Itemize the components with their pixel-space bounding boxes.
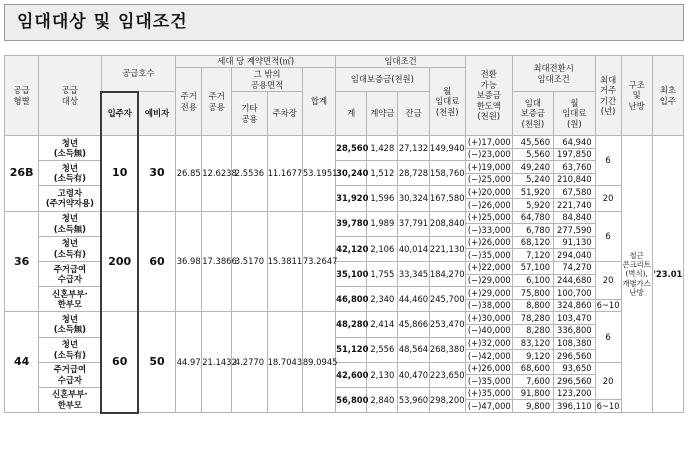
header-area-parking: 주차장 bbox=[267, 92, 302, 136]
area-cell: 73.2647 bbox=[302, 211, 335, 312]
max-deposit-cell: 45,560 bbox=[512, 136, 554, 149]
max-deposit-cell: 51,920 bbox=[512, 186, 554, 199]
header-monthly-rent: 월 임대료 (천원) bbox=[429, 68, 465, 136]
deposit-balance-cell: 53,960 bbox=[398, 387, 429, 412]
max-deposit-cell: 8,800 bbox=[512, 299, 554, 312]
table-header bbox=[5, 56, 684, 136]
units-reserve-cell: 60 bbox=[138, 211, 175, 312]
convertible-deposit-cell: (+)35,000 bbox=[465, 387, 512, 400]
max-deposit-cell: 78,280 bbox=[512, 312, 554, 325]
area-cell: 18.7043 bbox=[267, 312, 302, 413]
max-deposit-cell: 49,240 bbox=[512, 161, 554, 174]
area-cell: 2.5536 bbox=[232, 136, 267, 212]
max-period-cell: 6 bbox=[595, 312, 621, 362]
convertible-deposit-cell: (−)40,000 bbox=[465, 324, 512, 337]
max-monthly-cell: 221,740 bbox=[554, 198, 596, 211]
supply-type-cell: 44 bbox=[5, 312, 39, 413]
deposit-contract-cell: 1,755 bbox=[367, 261, 398, 286]
deposit-balance-cell: 27,132 bbox=[398, 136, 429, 161]
max-period-cell: 20 bbox=[595, 261, 621, 299]
units-reserve-cell: 50 bbox=[138, 312, 175, 413]
max-monthly-cell: 93,650 bbox=[554, 362, 596, 375]
header-units-tenant: 입주자 bbox=[101, 92, 138, 136]
max-deposit-cell: 6,780 bbox=[512, 224, 554, 237]
supply-target-cell: 청년 (소득無) bbox=[39, 312, 101, 337]
area-cell: 21.1432 bbox=[202, 312, 232, 413]
deposit-balance-cell: 33,345 bbox=[398, 261, 429, 286]
max-monthly-cell: 74,270 bbox=[554, 261, 596, 274]
header-area-private: 주거 전용 bbox=[176, 68, 202, 136]
max-monthly-cell: 108,380 bbox=[554, 337, 596, 350]
deposit-total-cell: 35,100 bbox=[336, 261, 367, 286]
deposit-total-cell: 31,920 bbox=[336, 186, 367, 211]
header-convertible-deposit: 전환 가능 보증금 한도액 (천원) bbox=[465, 56, 512, 136]
max-deposit-cell: 68,600 bbox=[512, 362, 554, 375]
supply-target-cell: 청년 (소득有) bbox=[39, 236, 101, 261]
header-structure: 구조 및 난방 bbox=[621, 56, 652, 136]
max-monthly-cell: 277,590 bbox=[554, 224, 596, 237]
convertible-deposit-cell: (−)23,000 bbox=[465, 148, 512, 161]
max-deposit-cell: 91,800 bbox=[512, 387, 554, 400]
max-deposit-cell: 7,120 bbox=[512, 249, 554, 262]
deposit-balance-cell: 45,866 bbox=[398, 312, 429, 337]
convertible-deposit-cell: (+)32,000 bbox=[465, 337, 512, 350]
max-deposit-cell: 5,560 bbox=[512, 148, 554, 161]
convertible-deposit-cell: (+)30,000 bbox=[465, 312, 512, 325]
area-cell: 17.3866 bbox=[202, 211, 232, 312]
header-area-other-common: 그 밖의 공용면적 bbox=[232, 68, 303, 92]
convertible-deposit-cell: (+)26,000 bbox=[465, 362, 512, 375]
max-monthly-cell: 296,560 bbox=[554, 375, 596, 388]
rental-table-wrap bbox=[4, 55, 684, 413]
convertible-deposit-cell: (+)25,000 bbox=[465, 211, 512, 224]
max-deposit-cell: 83,120 bbox=[512, 337, 554, 350]
supply-target-cell: 신혼부부· 한부모 bbox=[39, 387, 101, 412]
header-max-conversion: 최대전환시 임대조건 bbox=[512, 56, 595, 92]
max-monthly-cell: 84,840 bbox=[554, 211, 596, 224]
max-monthly-cell: 336,800 bbox=[554, 324, 596, 337]
deposit-contract-cell: 2,106 bbox=[367, 236, 398, 261]
header-max-deposit: 임대 보증금 (천원) bbox=[512, 92, 554, 136]
header-supply-type: 공급 형별 bbox=[5, 56, 39, 136]
page-title: 임대대상 및 임대조건 bbox=[4, 4, 684, 41]
max-period-cell: 6~10 bbox=[596, 300, 620, 311]
max-monthly-cell: 63,760 bbox=[554, 161, 596, 174]
header-deposit-total: 계 bbox=[336, 92, 367, 136]
move-in-cell: '23.01 bbox=[652, 136, 683, 413]
table-row bbox=[5, 312, 684, 325]
max-monthly-cell: 296,560 bbox=[554, 350, 596, 363]
deposit-total-cell: 48,280 bbox=[336, 312, 367, 337]
supply-target-cell: 주거급여 수급자 bbox=[39, 362, 101, 387]
max-monthly-cell: 67,580 bbox=[554, 186, 596, 199]
units-tenant-cell: 200 bbox=[101, 211, 138, 312]
convertible-deposit-cell: (+)19,000 bbox=[465, 161, 512, 174]
header-area-other: 기타 공용 bbox=[232, 92, 267, 136]
table-body bbox=[5, 136, 684, 413]
deposit-total-cell: 42,600 bbox=[336, 362, 367, 387]
table-row bbox=[5, 211, 684, 224]
convertible-deposit-cell: (−)42,000 bbox=[465, 350, 512, 363]
area-cell: 36.98 bbox=[176, 211, 202, 312]
supply-type-cell: 26B bbox=[5, 136, 39, 212]
convertible-deposit-cell: (+)20,000 bbox=[465, 186, 512, 199]
area-cell: 3.5170 bbox=[232, 211, 267, 312]
convertible-deposit-cell: (+)26,000 bbox=[465, 236, 512, 249]
structure-cell: 철근 콘크리트 (벽식), 개별가스 난방 bbox=[621, 136, 652, 413]
max-period-cell: 6 bbox=[595, 211, 621, 261]
supply-target-cell: 청년 (소득無) bbox=[39, 136, 101, 161]
deposit-balance-cell: 44,460 bbox=[398, 287, 429, 312]
units-tenant-cell: 60 bbox=[101, 312, 138, 413]
convertible-deposit-cell: (+)29,000 bbox=[465, 287, 512, 300]
deposit-balance-cell: 28,728 bbox=[398, 161, 429, 186]
max-deposit-cell: 9,800 bbox=[512, 400, 554, 413]
max-deposit-cell: 6,100 bbox=[512, 274, 554, 287]
supply-target-cell: 신혼부부· 한부모 bbox=[39, 287, 101, 312]
header-max-period: 최대 거주 기간 (년) bbox=[595, 56, 621, 136]
max-monthly-cell: 123,200 bbox=[554, 387, 596, 400]
max-monthly-cell: 103,470 bbox=[554, 312, 596, 325]
area-cell: 4.2770 bbox=[232, 312, 267, 413]
monthly-rent-cell: 184,270 bbox=[429, 261, 465, 286]
deposit-balance-cell: 40,470 bbox=[398, 362, 429, 387]
area-cell: 12.6238 bbox=[202, 136, 232, 212]
deposit-contract-cell: 2,840 bbox=[367, 387, 398, 412]
deposit-contract-cell: 2,130 bbox=[367, 362, 398, 387]
max-deposit-cell: 57,100 bbox=[512, 261, 554, 274]
max-monthly-cell: 324,860 bbox=[554, 299, 596, 312]
max-monthly-cell: 244,680 bbox=[554, 274, 596, 287]
monthly-rent-cell: 158,760 bbox=[429, 161, 465, 186]
deposit-total-cell: 56,800 bbox=[336, 387, 367, 412]
max-deposit-cell: 9,120 bbox=[512, 350, 554, 363]
monthly-rent-cell: 268,380 bbox=[429, 337, 465, 362]
convertible-deposit-cell: (−)26,000 bbox=[465, 198, 512, 211]
convertible-deposit-cell: (−)25,000 bbox=[465, 173, 512, 186]
max-deposit-cell: 75,800 bbox=[512, 287, 554, 300]
header-area-common: 주거 공용 bbox=[202, 68, 232, 136]
convertible-deposit-cell: (−)38,000 bbox=[465, 299, 512, 312]
convertible-deposit-cell: (+)22,000 bbox=[465, 261, 512, 274]
convertible-deposit-cell: (−)47,000 bbox=[465, 400, 512, 413]
header-rent-conditions: 임대조건 bbox=[336, 56, 466, 68]
deposit-total-cell: 39,780 bbox=[336, 211, 367, 236]
deposit-contract-cell: 2,556 bbox=[367, 337, 398, 362]
monthly-rent-cell: 298,200 bbox=[429, 387, 465, 412]
units-tenant-cell: 10 bbox=[101, 136, 138, 212]
monthly-rent-cell: 223,650 bbox=[429, 362, 465, 387]
area-cell: 11.1677 bbox=[267, 136, 302, 212]
header-move-in: 최초 입주 bbox=[652, 56, 683, 136]
area-cell: 53.1951 bbox=[302, 136, 335, 212]
header-max-monthly: 월 임대료 (원) bbox=[554, 92, 596, 136]
deposit-total-cell: 28,560 bbox=[336, 136, 367, 161]
supply-target-cell: 주거급여 수급자 bbox=[39, 261, 101, 286]
max-monthly-cell: 100,700 bbox=[554, 287, 596, 300]
convertible-deposit-cell: (−)35,000 bbox=[465, 375, 512, 388]
max-period-cell: 20 bbox=[595, 362, 621, 400]
deposit-contract-cell: 2,414 bbox=[367, 312, 398, 337]
monthly-rent-cell: 167,580 bbox=[429, 186, 465, 211]
area-cell: 26.85 bbox=[176, 136, 202, 212]
max-monthly-cell: 294,040 bbox=[554, 249, 596, 262]
max-monthly-cell: 197,850 bbox=[554, 148, 596, 161]
deposit-balance-cell: 40,014 bbox=[398, 236, 429, 261]
deposit-contract-cell: 1,989 bbox=[367, 211, 398, 236]
header-deposit-contract: 계약금 bbox=[367, 92, 398, 136]
monthly-rent-cell: 245,700 bbox=[429, 287, 465, 312]
deposit-contract-cell: 2,340 bbox=[367, 287, 398, 312]
max-deposit-cell: 5,240 bbox=[512, 173, 554, 186]
deposit-contract-cell: 1,512 bbox=[367, 161, 398, 186]
max-deposit-cell: 8,280 bbox=[512, 324, 554, 337]
max-deposit-cell: 68,120 bbox=[512, 236, 554, 249]
table-row bbox=[5, 136, 684, 149]
header-supply-target: 공급 대상 bbox=[39, 56, 101, 136]
max-monthly-cell: 64,940 bbox=[554, 136, 596, 149]
deposit-balance-cell: 37,791 bbox=[398, 211, 429, 236]
max-period-cell: 6~10 bbox=[596, 401, 620, 412]
area-cell: 44.97 bbox=[176, 312, 202, 413]
convertible-deposit-cell: (−)35,000 bbox=[465, 249, 512, 262]
header-deposit: 임대보증금(천원) bbox=[336, 68, 429, 92]
deposit-balance-cell: 30,324 bbox=[398, 186, 429, 211]
monthly-rent-cell: 149,940 bbox=[429, 136, 465, 161]
header-units: 공급호수 bbox=[101, 56, 176, 92]
header-deposit-balance: 잔금 bbox=[398, 92, 429, 136]
max-period-cell: 20 bbox=[595, 186, 621, 211]
monthly-rent-cell: 221,130 bbox=[429, 236, 465, 261]
supply-type-cell: 36 bbox=[5, 211, 39, 312]
max-deposit-cell: 64,780 bbox=[512, 211, 554, 224]
max-monthly-cell: 91,130 bbox=[554, 236, 596, 249]
header-area-total: 합계 bbox=[302, 68, 335, 136]
max-monthly-cell: 210,840 bbox=[554, 173, 596, 186]
units-reserve-cell: 30 bbox=[138, 136, 175, 212]
monthly-rent-cell: 208,840 bbox=[429, 211, 465, 236]
max-monthly-cell: 396,110 bbox=[554, 400, 596, 413]
deposit-contract-cell: 1,428 bbox=[367, 136, 398, 161]
deposit-total-cell: 30,240 bbox=[336, 161, 367, 186]
supply-target-cell: 청년 (소득有) bbox=[39, 337, 101, 362]
area-cell: 89.0945 bbox=[302, 312, 335, 413]
deposit-contract-cell: 1,596 bbox=[367, 186, 398, 211]
max-deposit-cell: 7,600 bbox=[512, 375, 554, 388]
rental-conditions-table bbox=[4, 55, 684, 413]
supply-target-cell: 청년 (소득有) bbox=[39, 161, 101, 186]
convertible-deposit-cell: (−)29,000 bbox=[465, 274, 512, 287]
supply-target-cell: 고령자 (주거약자용) bbox=[39, 186, 101, 211]
deposit-balance-cell: 48,564 bbox=[398, 337, 429, 362]
deposit-total-cell: 46,800 bbox=[336, 287, 367, 312]
header-area: 세대 당 계약면적(㎡) bbox=[176, 56, 336, 68]
area-cell: 15.3811 bbox=[267, 211, 302, 312]
convertible-deposit-cell: (+)17,000 bbox=[465, 136, 512, 149]
max-deposit-cell: 5,920 bbox=[512, 198, 554, 211]
header-units-reserve: 예비자 bbox=[138, 92, 175, 136]
deposit-total-cell: 51,120 bbox=[336, 337, 367, 362]
supply-target-cell: 청년 (소득無) bbox=[39, 211, 101, 236]
max-period-cell: 6 bbox=[595, 136, 621, 186]
convertible-deposit-cell: (−)33,000 bbox=[465, 224, 512, 237]
monthly-rent-cell: 253,470 bbox=[429, 312, 465, 337]
deposit-total-cell: 42,120 bbox=[336, 236, 367, 261]
